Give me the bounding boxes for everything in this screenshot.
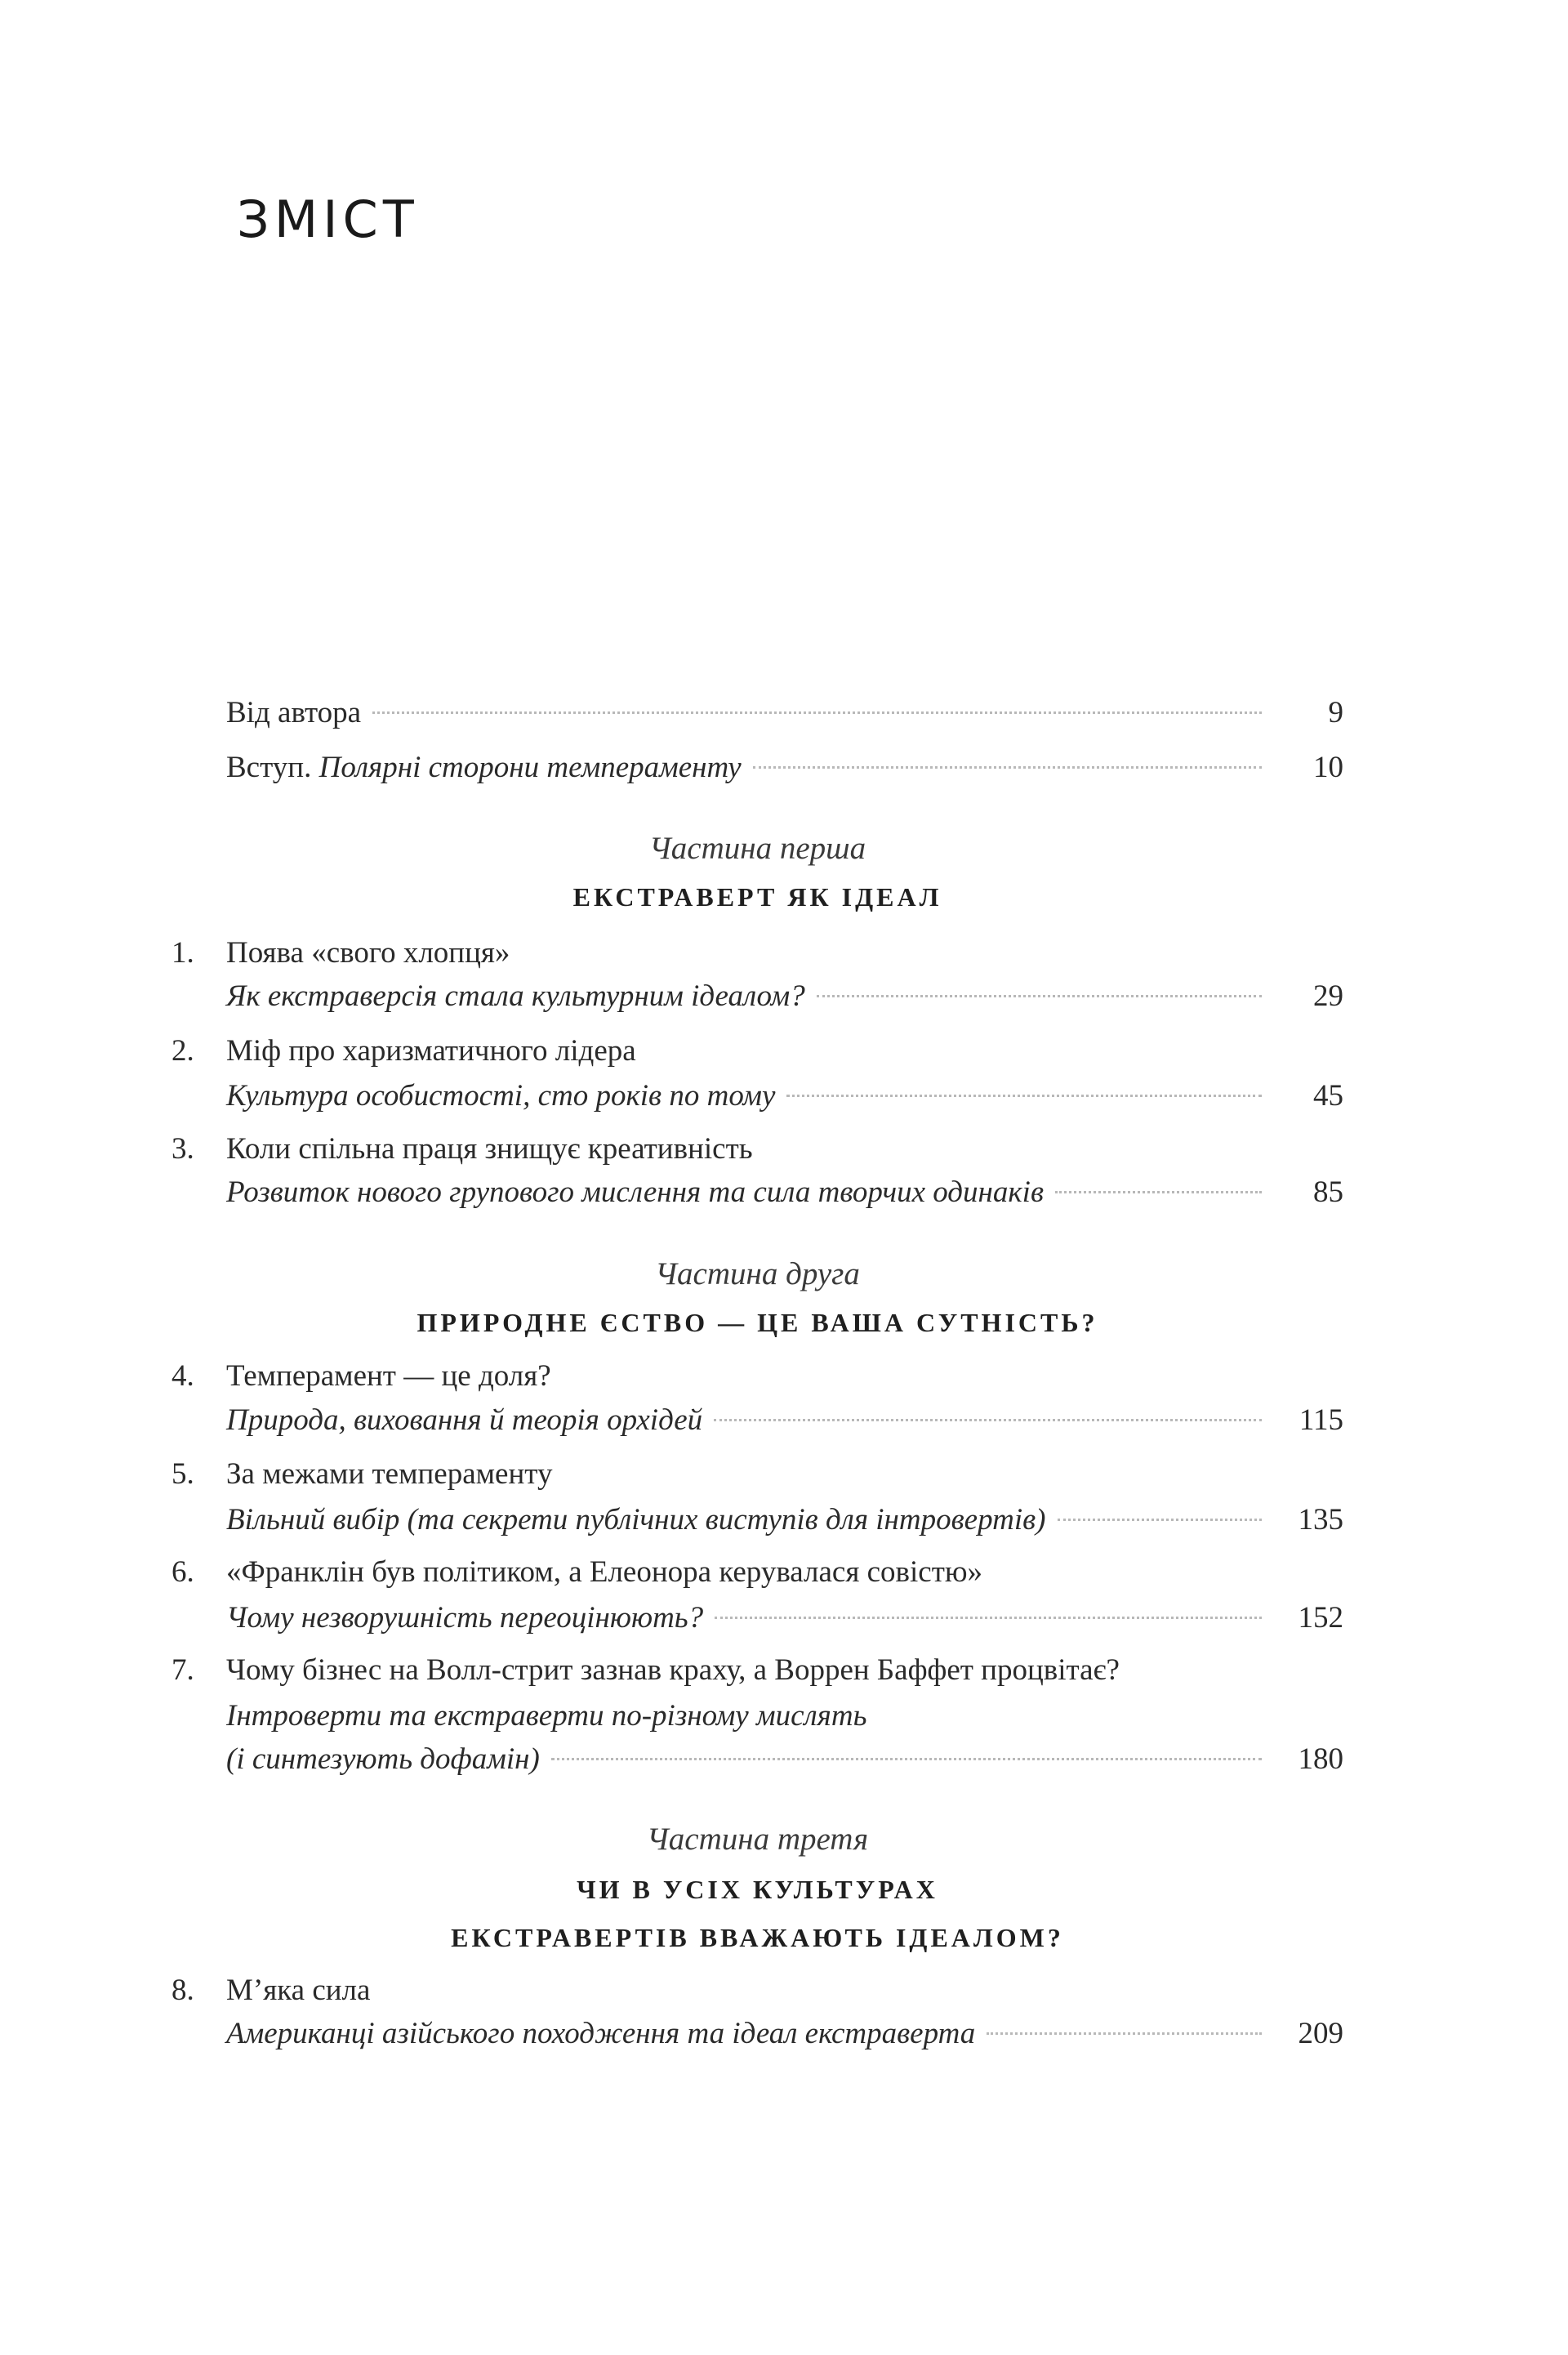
page-number: 45 — [1313, 1079, 1343, 1113]
chapter-subtitle: Як екстраверсія стала культурним ідеалом? — [226, 979, 805, 1013]
chapter-number: 6. — [172, 1555, 194, 1589]
chapter-subtitle: Чому незворушність переоцінюють? — [226, 1601, 704, 1635]
chapter-subtitle-row[interactable] — [172, 1598, 1343, 1639]
leader-dots — [987, 2032, 1262, 2035]
chapter-subtitle-row[interactable] — [172, 1076, 1343, 1117]
chapter-title: За межами темпераменту — [226, 1457, 553, 1491]
chapter-subtitle: Розвиток нового групового мислення та сила творчих одинаків — [226, 1175, 1045, 1209]
chapter-title-row[interactable] — [172, 1129, 1343, 1170]
chapter-title: «Франклін був політиком, а Елеонора керувалася совістю» — [226, 1555, 983, 1589]
entry-title: Полярні сторони темпераменту — [318, 751, 742, 784]
chapter-title-row[interactable] — [172, 1970, 1343, 2011]
chapter-number: 8. — [172, 1974, 194, 2007]
chapter-title: Чому бізнес на Волл-стрит зазнав краху, а Воррен Баффет процвітає? — [226, 1653, 1120, 1687]
chapter-title: Темперамент — це доля? — [226, 1359, 551, 1393]
chapter-title: Поява «свого хлопця» — [226, 936, 510, 970]
chapter-subtitle-row[interactable] — [172, 1172, 1343, 1213]
chapter-subtitle: Вільний вибір (та секрети публічних виступів для інтровертів) — [226, 1503, 1046, 1537]
chapter-number: 7. — [172, 1653, 194, 1687]
chapter-title-row[interactable] — [172, 933, 1343, 974]
leader-dots — [715, 1617, 1262, 1619]
chapter-subtitle: Інтроверти та екстраверти по-різному мислять — [226, 1699, 867, 1733]
chapter-number: 3. — [172, 1132, 194, 1166]
chapter-title: М’яка сила — [226, 1974, 371, 2007]
leader-dots — [817, 995, 1262, 997]
chapter-title-row[interactable] — [172, 1356, 1343, 1397]
toc-entry-author-note[interactable] — [172, 693, 1343, 734]
chapter-subtitle-row[interactable] — [172, 1400, 1343, 1441]
page-number: 115 — [1298, 1403, 1343, 1437]
page-number: 9 — [1328, 696, 1343, 729]
part-heading: ПРИРОДНЕ ЄСТВО — ЦЕ ВАША СУТНІСТЬ? — [416, 1308, 1098, 1337]
chapter-number: 2. — [172, 1034, 194, 1068]
part-label: Частина третя — [646, 1822, 869, 1857]
part-heading: ЧИ В УСІХ КУЛЬТУРАХ — [577, 1875, 938, 1904]
chapter-subtitle: Природа, виховання й теорія орхідей — [226, 1403, 703, 1437]
page-number: 29 — [1313, 979, 1343, 1013]
page-number: 135 — [1298, 1503, 1343, 1537]
part-heading: ЕКСТРАВЕРТ ЯК ІДЕАЛ — [572, 882, 942, 912]
chapter-subtitle-row[interactable] — [172, 1696, 1343, 1737]
part-label: Частина друга — [655, 1256, 860, 1291]
chapter-subtitle-row[interactable] — [172, 1739, 1343, 1780]
entry-prefix: Вступ. — [226, 751, 319, 784]
page-number: 10 — [1313, 751, 1343, 784]
chapter-title-row[interactable] — [172, 1552, 1343, 1593]
leader-dots — [786, 1095, 1262, 1097]
page-number: 209 — [1298, 2017, 1343, 2050]
chapter-number: 4. — [172, 1359, 194, 1393]
chapter-subtitle-row[interactable] — [172, 2014, 1343, 2054]
page-number: 180 — [1298, 1742, 1343, 1776]
part-label: Частина перша — [648, 831, 866, 866]
leader-dots — [551, 1758, 1262, 1760]
chapter-title: Міф про харизматичного лідера — [226, 1034, 636, 1068]
chapter-subtitle: (і синтезують дофамін) — [226, 1742, 540, 1776]
toc-entry-introduction[interactable] — [172, 747, 1343, 788]
chapter-subtitle: Культура особистості, сто років по тому — [226, 1079, 776, 1113]
chapter-subtitle: Американці азійського походження та ідеал екстраверта — [226, 2017, 976, 2050]
entry-title: Від автора — [226, 696, 362, 729]
chapter-title-row[interactable] — [172, 1454, 1343, 1495]
chapter-subtitle-row[interactable] — [172, 976, 1343, 1017]
chapter-subtitle-row[interactable] — [172, 1500, 1343, 1541]
leader-dots — [1055, 1191, 1262, 1193]
leader-dots — [1058, 1519, 1263, 1521]
part-heading: ЕКСТРАВЕРТІВ ВВАЖАЮТЬ ІДЕАЛОМ? — [451, 1923, 1064, 1952]
chapter-title-row[interactable] — [172, 1031, 1343, 1072]
chapter-title-row[interactable] — [172, 1650, 1343, 1691]
chapter-number: 5. — [172, 1457, 194, 1491]
page-number: 152 — [1298, 1601, 1343, 1635]
leader-dots — [372, 711, 1262, 714]
leader-dots — [714, 1419, 1262, 1421]
leader-dots — [753, 766, 1262, 769]
page-number: 85 — [1313, 1175, 1343, 1209]
page-title: ЗМІСТ — [237, 190, 419, 249]
chapter-number: 1. — [172, 936, 194, 970]
chapter-title: Коли спільна праця знищує креативність — [226, 1132, 753, 1166]
